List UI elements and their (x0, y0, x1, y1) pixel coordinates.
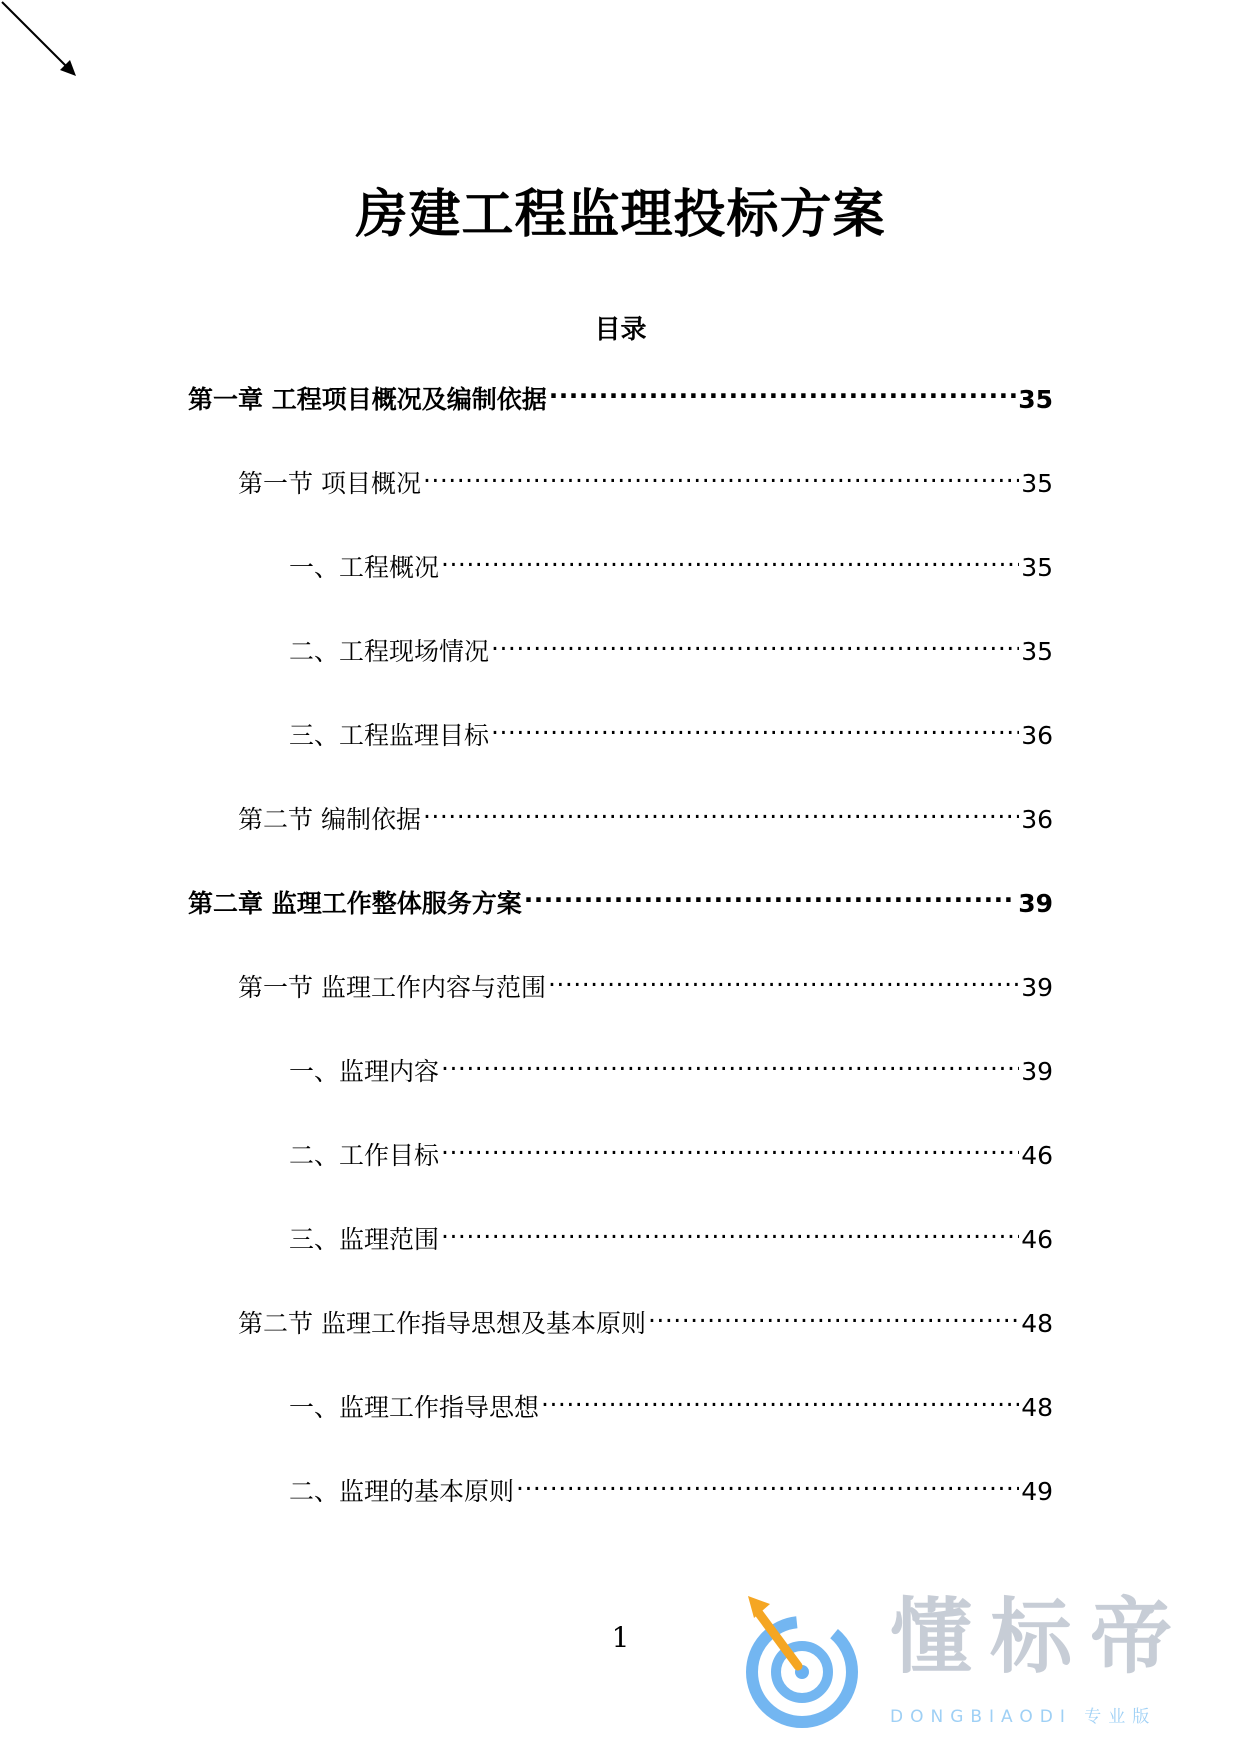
toc-entry-subsection[interactable] (289, 708, 1053, 750)
toc-dot-leader (423, 792, 1019, 828)
toc-dot-leader (524, 876, 1016, 912)
toc-page-number: 46 (1021, 1225, 1053, 1254)
toc-dot-leader (441, 540, 1019, 576)
toc-page-number: 35 (1021, 553, 1053, 582)
watermark-edition: 专业版 (1084, 1707, 1157, 1727)
corner-arrow-icon (0, 0, 90, 90)
toc-page-number: 39 (1018, 889, 1053, 918)
toc-entry-text: 第二节 编制依据 (238, 805, 421, 834)
document-title: 房建工程监理投标方案 (355, 185, 886, 245)
toc-entry-subsection[interactable] (289, 1044, 1053, 1086)
toc-entry-text: 二、工作目标 (289, 1141, 440, 1170)
toc-page-number: 48 (1021, 1309, 1053, 1338)
toc-entry-text: 一、监理内容 (289, 1057, 440, 1086)
toc-page-number: 36 (1021, 721, 1053, 750)
page-number: 1 (611, 1621, 630, 1654)
toc-page-number: 48 (1021, 1393, 1053, 1422)
toc-entry-text: 一、监理工作指导思想 (289, 1393, 540, 1422)
toc-entry-subsection[interactable] (289, 624, 1053, 666)
toc-entry-text: 三、工程监理目标 (289, 721, 490, 750)
toc-dot-leader (548, 960, 1019, 996)
toc-dot-leader (549, 372, 1016, 408)
watermark-subtitle (890, 1704, 1156, 1730)
toc-page-number: 39 (1021, 1057, 1053, 1086)
toc-entry-chapter[interactable] (188, 372, 1053, 414)
toc-entry-text: 二、监理的基本原则 (289, 1477, 515, 1506)
toc-dot-leader (441, 1128, 1019, 1164)
toc-dot-leader (648, 1296, 1019, 1332)
watermark-brand-name: 懂标帝 (890, 1590, 1191, 1685)
toc-entry-section[interactable] (238, 1296, 1053, 1338)
toc-dot-leader (516, 1464, 1019, 1500)
dongbiaodi-logo-icon (740, 1590, 870, 1740)
toc-entry-subsection[interactable] (289, 540, 1053, 582)
toc-entry-subsection[interactable] (289, 1212, 1053, 1254)
toc-dot-leader (541, 1380, 1019, 1416)
toc-entry-text: 一、工程概况 (289, 553, 440, 582)
toc-entry-text: 二、工程现场情况 (289, 637, 490, 666)
toc-entry-section[interactable] (238, 960, 1053, 1002)
toc-dot-leader (441, 1044, 1019, 1080)
toc-entry-chapter[interactable] (188, 876, 1053, 918)
toc-entry-text: 第二章 监理工作整体服务方案 (188, 889, 522, 918)
toc-dot-leader (491, 624, 1019, 660)
toc-entry-text: 三、监理范围 (289, 1225, 440, 1254)
toc-page-number: 35 (1021, 637, 1053, 666)
toc-page-number: 35 (1018, 385, 1053, 414)
toc-entry-subsection[interactable] (289, 1128, 1053, 1170)
toc-entry-section[interactable] (238, 456, 1053, 498)
toc-entry-section[interactable] (238, 792, 1053, 834)
watermark (740, 1580, 1220, 1750)
toc-entry-text: 第一节 监理工作内容与范围 (238, 973, 546, 1002)
toc-page-number: 49 (1021, 1477, 1053, 1506)
toc-entry-subsection[interactable] (289, 1380, 1053, 1422)
toc-dot-leader (423, 456, 1019, 492)
toc-page-number: 35 (1021, 469, 1053, 498)
toc-page-number: 46 (1021, 1141, 1053, 1170)
watermark-pinyin: DONGBIAODI (890, 1707, 1072, 1727)
toc-page-number: 39 (1021, 973, 1053, 1002)
toc-page-number: 36 (1021, 805, 1053, 834)
toc-entry-text: 第二节 监理工作指导思想及基本原则 (238, 1309, 646, 1338)
toc-dot-leader (441, 1212, 1019, 1248)
toc-heading: 目录 (594, 315, 647, 345)
toc-dot-leader (491, 708, 1019, 744)
toc-entry-subsection[interactable] (289, 1464, 1053, 1506)
toc-entry-text: 第一节 项目概况 (238, 469, 421, 498)
toc-entry-text: 第一章 工程项目概况及编制依据 (188, 385, 547, 414)
